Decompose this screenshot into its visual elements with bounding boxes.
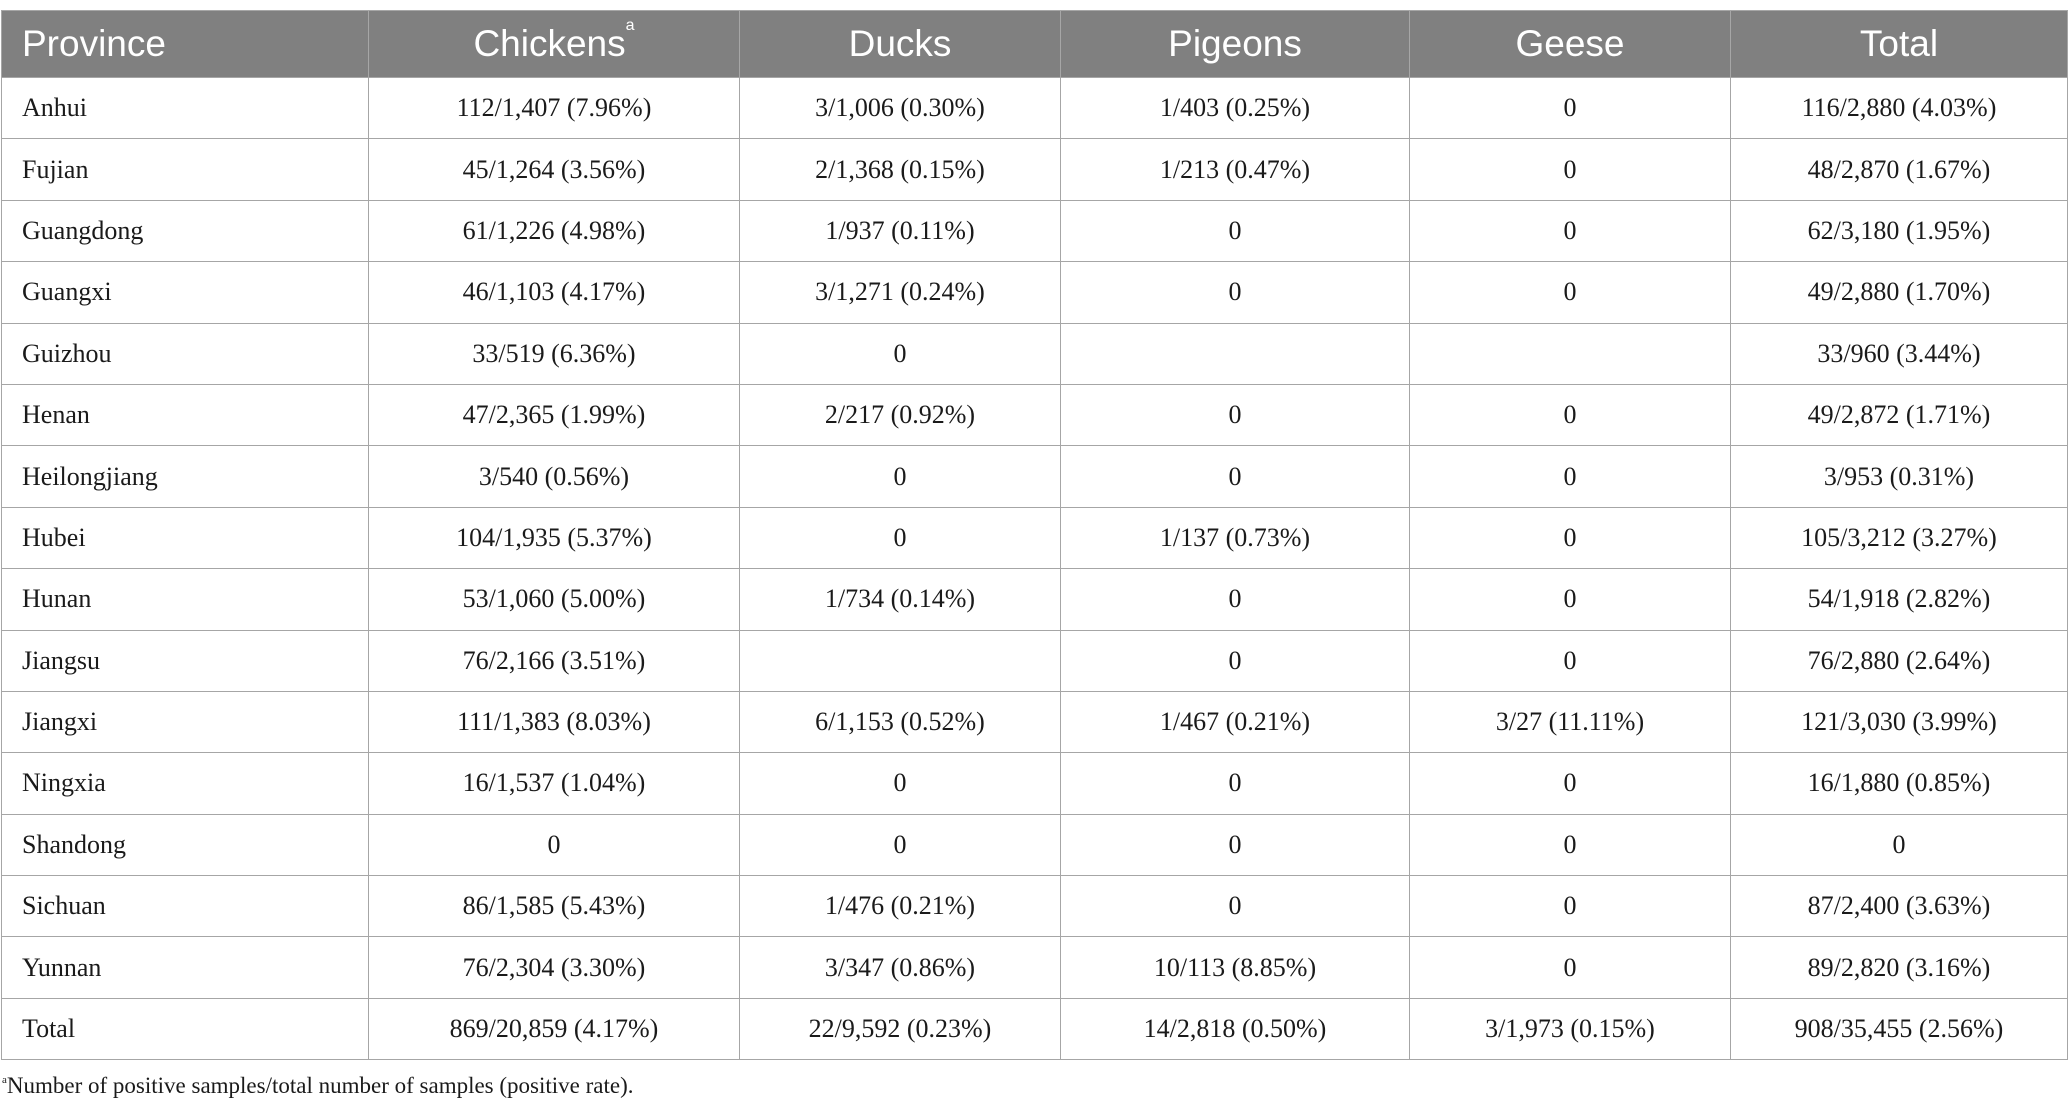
cell-total: 121/3,030 (3.99%): [1731, 691, 2068, 752]
cell-total: 89/2,820 (3.16%): [1731, 937, 2068, 998]
data-table: [1, 10, 2068, 1060]
cell-chickens: 47/2,365 (1.99%): [369, 384, 740, 445]
table-container: [0, 10, 2068, 1099]
header-chickens-label: Chickens: [473, 23, 626, 64]
cell-chickens: 33/519 (6.36%): [369, 323, 740, 384]
footnote-mark: a: [2, 1074, 7, 1087]
table-row: [2, 876, 2068, 937]
cell-total: 105/3,212 (3.27%): [1731, 507, 2068, 568]
table-row: [2, 262, 2068, 323]
cell-chickens: 86/1,585 (5.43%): [369, 876, 740, 937]
cell-geese: 0: [1410, 814, 1731, 875]
cell-province: Hubei: [2, 507, 369, 568]
cell-province: Henan: [2, 384, 369, 445]
cell-total: 16/1,880 (0.85%): [1731, 753, 2068, 814]
cell-chickens: 0: [369, 814, 740, 875]
cell-geese: 0: [1410, 507, 1731, 568]
table-row: [2, 446, 2068, 507]
cell-pigeons: 1/403 (0.25%): [1061, 78, 1410, 139]
cell-province: Guangdong: [2, 200, 369, 261]
cell-ducks: 2/1,368 (0.15%): [740, 139, 1061, 200]
cell-pigeons: 0: [1061, 569, 1410, 630]
table-row: [2, 630, 2068, 691]
cell-ducks: 3/1,006 (0.30%): [740, 78, 1061, 139]
table-row: [2, 323, 2068, 384]
table-row: [2, 139, 2068, 200]
cell-total: 49/2,880 (1.70%): [1731, 262, 2068, 323]
cell-pigeons: 0: [1061, 262, 1410, 323]
table-row: [2, 200, 2068, 261]
cell-total: 3/953 (0.31%): [1731, 446, 2068, 507]
table-row: [2, 569, 2068, 630]
table-row: [2, 507, 2068, 568]
cell-geese: [1410, 323, 1731, 384]
cell-ducks: 2/217 (0.92%): [740, 384, 1061, 445]
cell-geese: 0: [1410, 262, 1731, 323]
cell-pigeons: 14/2,818 (0.50%): [1061, 998, 1410, 1059]
cell-total: 49/2,872 (1.71%): [1731, 384, 2068, 445]
cell-total: 87/2,400 (3.63%): [1731, 876, 2068, 937]
cell-pigeons: 0: [1061, 384, 1410, 445]
footnote-text: Number of positive samples/total number of samples (positive rate).: [6, 1073, 634, 1099]
cell-pigeons: 1/467 (0.21%): [1061, 691, 1410, 752]
cell-geese: 0: [1410, 446, 1731, 507]
cell-total: 116/2,880 (4.03%): [1731, 78, 2068, 139]
table-footnote: [2, 1073, 2068, 1099]
header-chickens: [369, 11, 740, 78]
cell-province: Heilongjiang: [2, 446, 369, 507]
cell-pigeons: 10/113 (8.85%): [1061, 937, 1410, 998]
cell-total: 54/1,918 (2.82%): [1731, 569, 2068, 630]
cell-province: Jiangsu: [2, 630, 369, 691]
cell-chickens: 46/1,103 (4.17%): [369, 262, 740, 323]
cell-total: 76/2,880 (2.64%): [1731, 630, 2068, 691]
table-row: [2, 384, 2068, 445]
header-pigeons: Pigeons: [1061, 11, 1410, 78]
cell-ducks: 1/476 (0.21%): [740, 876, 1061, 937]
cell-pigeons: 0: [1061, 446, 1410, 507]
cell-geese: 3/27 (11.11%): [1410, 691, 1731, 752]
header-geese: Geese: [1410, 11, 1731, 78]
cell-total: 48/2,870 (1.67%): [1731, 139, 2068, 200]
table-row: [2, 691, 2068, 752]
cell-geese: 0: [1410, 200, 1731, 261]
cell-province: Jiangxi: [2, 691, 369, 752]
cell-ducks: 6/1,153 (0.52%): [740, 691, 1061, 752]
cell-province: Anhui: [2, 78, 369, 139]
cell-pigeons: 0: [1061, 200, 1410, 261]
cell-ducks: 0: [740, 507, 1061, 568]
table-row: [2, 78, 2068, 139]
cell-geese: 0: [1410, 78, 1731, 139]
cell-total: 62/3,180 (1.95%): [1731, 200, 2068, 261]
cell-pigeons: 0: [1061, 814, 1410, 875]
cell-total: 908/35,455 (2.56%): [1731, 998, 2068, 1059]
cell-ducks: 1/937 (0.11%): [740, 200, 1061, 261]
cell-geese: 3/1,973 (0.15%): [1410, 998, 1731, 1059]
cell-pigeons: 1/213 (0.47%): [1061, 139, 1410, 200]
cell-province: Fujian: [2, 139, 369, 200]
cell-ducks: 1/734 (0.14%): [740, 569, 1061, 630]
table-row: [2, 937, 2068, 998]
cell-ducks: 3/1,271 (0.24%): [740, 262, 1061, 323]
cell-chickens: 869/20,859 (4.17%): [369, 998, 740, 1059]
cell-pigeons: 0: [1061, 630, 1410, 691]
cell-ducks: 0: [740, 446, 1061, 507]
cell-ducks: [740, 630, 1061, 691]
cell-chickens: 76/2,304 (3.30%): [369, 937, 740, 998]
cell-chickens: 104/1,935 (5.37%): [369, 507, 740, 568]
cell-chickens: 45/1,264 (3.56%): [369, 139, 740, 200]
cell-province: Sichuan: [2, 876, 369, 937]
cell-chickens: 61/1,226 (4.98%): [369, 200, 740, 261]
header-ducks: Ducks: [740, 11, 1061, 78]
table-row: [2, 753, 2068, 814]
cell-pigeons: [1061, 323, 1410, 384]
header-total: Total: [1731, 11, 2068, 78]
table-row: [2, 814, 2068, 875]
cell-pigeons: 0: [1061, 753, 1410, 814]
cell-ducks: 22/9,592 (0.23%): [740, 998, 1061, 1059]
table-body: [2, 78, 2068, 1060]
cell-chickens: 16/1,537 (1.04%): [369, 753, 740, 814]
cell-chickens: 53/1,060 (5.00%): [369, 569, 740, 630]
cell-chickens: 112/1,407 (7.96%): [369, 78, 740, 139]
cell-geese: 0: [1410, 937, 1731, 998]
cell-geese: 0: [1410, 139, 1731, 200]
cell-ducks: 0: [740, 753, 1061, 814]
cell-geese: 0: [1410, 384, 1731, 445]
cell-province: Hunan: [2, 569, 369, 630]
cell-total: 33/960 (3.44%): [1731, 323, 2068, 384]
cell-province: Guizhou: [2, 323, 369, 384]
cell-province: Shandong: [2, 814, 369, 875]
table-row: [2, 998, 2068, 1059]
cell-pigeons: 1/137 (0.73%): [1061, 507, 1410, 568]
cell-chickens: 111/1,383 (8.03%): [369, 691, 740, 752]
cell-geese: 0: [1410, 569, 1731, 630]
cell-geese: 0: [1410, 753, 1731, 814]
cell-ducks: 0: [740, 814, 1061, 875]
cell-province: Yunnan: [2, 937, 369, 998]
cell-geese: 0: [1410, 630, 1731, 691]
cell-province: Guangxi: [2, 262, 369, 323]
header-row: [2, 11, 2068, 78]
cell-chickens: 76/2,166 (3.51%): [369, 630, 740, 691]
cell-chickens: 3/540 (0.56%): [369, 446, 740, 507]
table-header: [2, 11, 2068, 78]
cell-total: 0: [1731, 814, 2068, 875]
header-footnote-mark: a: [625, 17, 635, 34]
cell-province: Ningxia: [2, 753, 369, 814]
header-province: Province: [2, 11, 369, 78]
cell-province: Total: [2, 998, 369, 1059]
cell-ducks: 0: [740, 323, 1061, 384]
cell-ducks: 3/347 (0.86%): [740, 937, 1061, 998]
cell-pigeons: 0: [1061, 876, 1410, 937]
cell-geese: 0: [1410, 876, 1731, 937]
